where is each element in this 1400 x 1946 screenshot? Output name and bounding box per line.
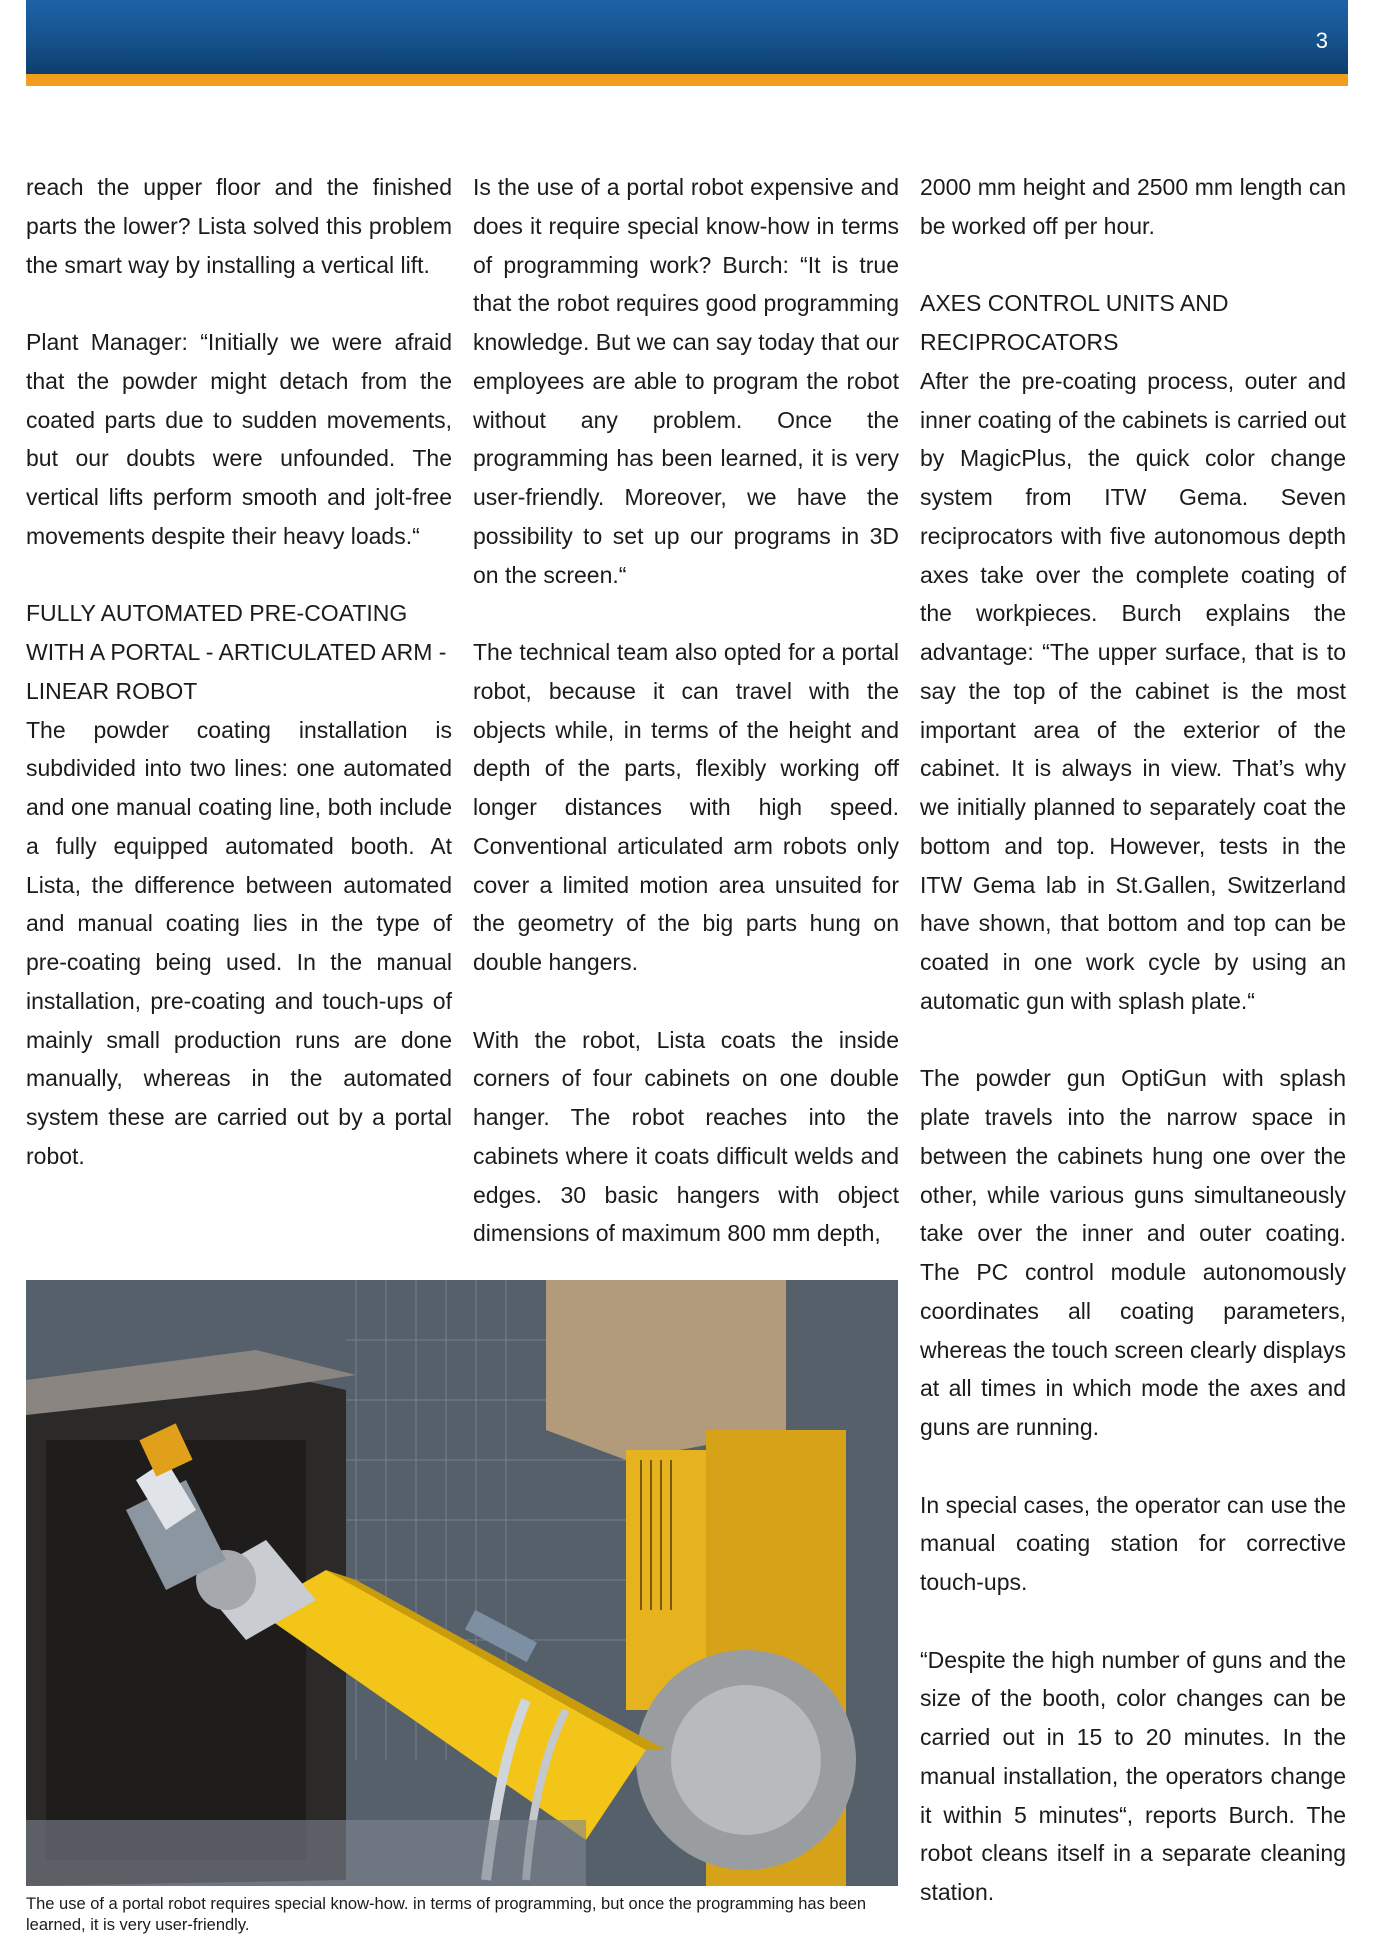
- paragraph: Plant Manager: “Initially we were afraid that the powder might detach from the coated parts due to sudden movements, but our doubts were unfounded. The vertical lifts perform smooth and jolt-free movements despite their heavy loads.“: [26, 329, 452, 549]
- text-column-2: [473, 168, 899, 1253]
- paragraph: In special cases, the operator can use the manual coating station for corrective touch-ups.: [920, 1491, 1346, 1595]
- section-heading: AXES CONTROL UNITS AND RECIPROCATORS: [920, 290, 1229, 355]
- paragraph: The technical team also opted for a portal robot, because it can travel with the objects while, in terms of the height and depth of the parts, flexibly working off longer distances with high speed. Conventional articulated arm robots only cover a limited motion area unsuited for the geometry of the big parts hung on double hangers.: [473, 639, 899, 975]
- paragraph: 2000 mm height and 2500 mm length can be worked off per hour.: [920, 174, 1346, 239]
- paragraph: After the pre-coating process, outer and inner coating of the cabinets is carried out by MagicPlus, the quick color change system from ITW Gema. Seven reciprocators with five autonomous depth axes take over the complete coating of the workpieces. Burch explains the advantage: “The upper surface, that is to say the top of the cabinet is the most important area of the exterior of the cabinet. It is always in view. That’s why we initially planned to separately coat the bottom and top. However, tests in the ITW Gema lab in St.Gallen, Switzerland have shown, that bottom and top can be coated in one work cycle by using an automatic gun with splash plate.“: [920, 367, 1346, 1014]
- paragraph: The powder coating installation is subdivided into two lines: one automated and one manual coating line, both include a fully equipped automated booth. At Lista, the difference between automated and manual coating lies in the type of pre-coating being used. In the manual installation, pre-coating and touch-ups of mainly small production runs are done manually, whereas in the automated system these are carried out by a portal robot.: [26, 716, 452, 1169]
- paragraph: “Despite the high number of guns and the size of the booth, color changes can be carried out in 15 to 20 minutes. In the manual installation, the operators change it within 5 minutes“, reports Burch. The robot cleans itself in a separate cleaning station.: [920, 1646, 1346, 1905]
- robot-photo-illustration: [26, 1280, 898, 1886]
- text-column-3: [920, 168, 1346, 1912]
- text-column-1: [26, 168, 452, 1176]
- paragraph: reach the upper floor and the finished parts the lower? Lista solved this problem the smart way by installing a vertical lift.: [26, 174, 452, 278]
- robot-photo: [26, 1280, 898, 1886]
- figure-caption: The use of a portal robot requires special know-how. in terms of programming, but once the programming has been learned, it is very user-friendly.: [26, 1895, 867, 1934]
- section-heading: FULLY AUTOMATED PRE-COATING WITH A PORTAL - ARTICULATED ARM - LINEAR ROBOT: [26, 600, 447, 704]
- paragraph: The powder gun OptiGun with splash plate travels into the narrow space in between the cabinets hung one over the other, while various guns simultaneously take over the inner and outer coating. The PC control module autonomously coordinates all coating parameters, whereas the touch screen clearly displays at all times in which mode the axes and guns are running.: [920, 1065, 1346, 1440]
- paragraph: With the robot, Lista coats the inside corners of four cabinets on one double hanger. The robot reaches into the cabinets where it coats difficult welds and edges. 30 basic hangers with object dimensions of maximum 800 mm depth,: [473, 1026, 899, 1247]
- header-bar: [26, 0, 1348, 74]
- paragraph: Is the use of a portal robot expensive and does it require special know-how in terms of programming work? Burch: “It is true that the robot requires good programming knowledge. But we can say today that our employees are able to program the robot without any problem. Once the programming has been learned, it is very user-friendly. Moreover, we have the possibility to set up our programs in 3D on the screen.“: [473, 174, 899, 588]
- page-number: 3: [1315, 28, 1328, 53]
- header-accent-stripe: [26, 74, 1348, 86]
